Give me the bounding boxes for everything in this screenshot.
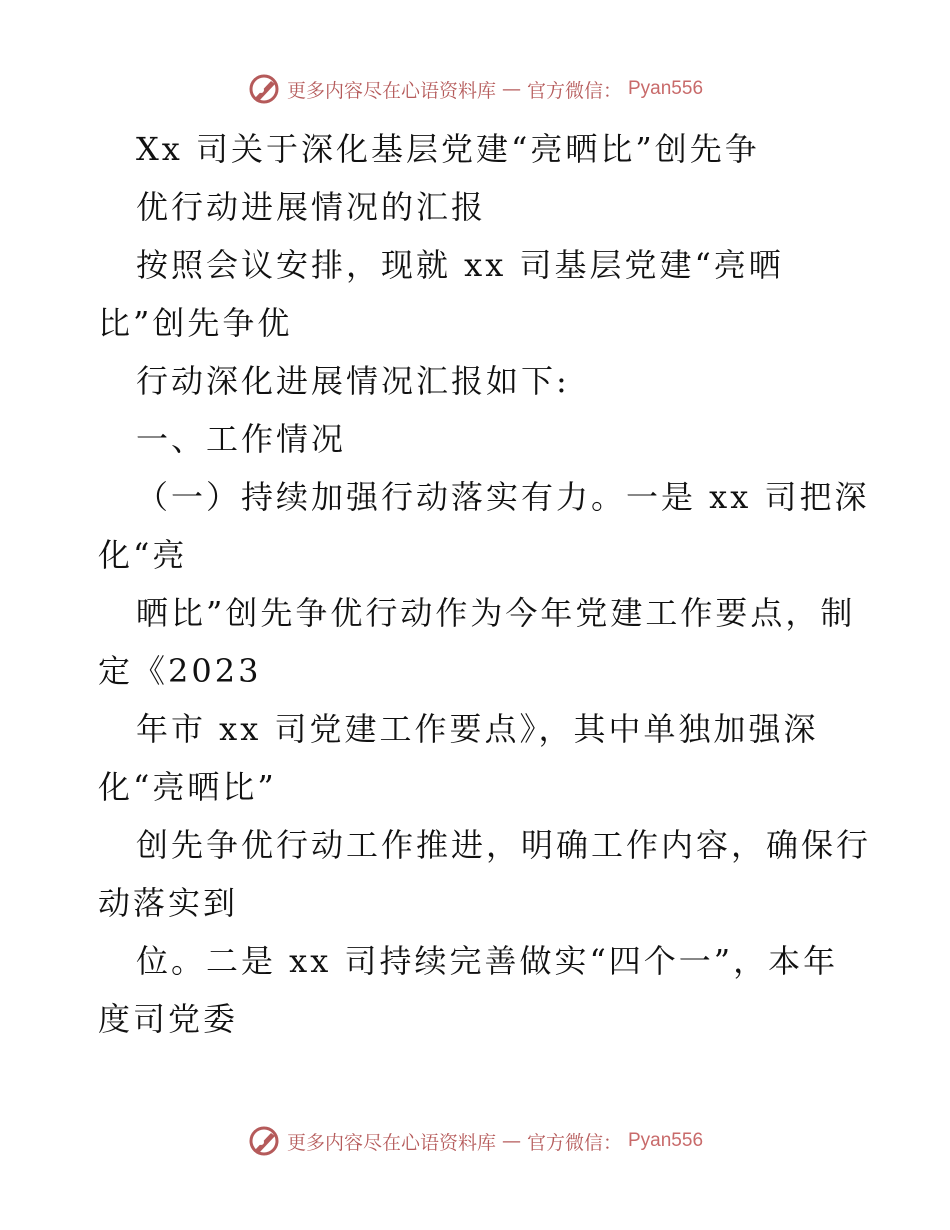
document-line: 年市 xx 司党建工作要点》，其中单独加强深 xyxy=(136,710,819,748)
document-line: 化“亮 xyxy=(98,536,188,574)
document-line: Xx 司关于深化基层党建“亮晒比”创先争 xyxy=(136,130,760,168)
watermark-text: 更多内容尽在心语资料库 xyxy=(286,1131,496,1154)
document-line: 动落实到 xyxy=(98,884,239,922)
document-line: 晒比”创先争优行动作为今年党建工作要点，制 xyxy=(136,594,856,632)
header-watermark xyxy=(0,72,950,106)
watermark-wechat-id: Pyan556 xyxy=(628,1130,704,1151)
document-line: 定《2023 xyxy=(98,652,262,690)
pen-logo-icon xyxy=(247,72,281,106)
document-line: 创先争优行动工作推进，明确工作内容，确保行 xyxy=(136,826,872,864)
watermark-wechat-label: 官方微信： xyxy=(526,1131,622,1154)
document-line: （一）持续加强行动落实有力。一是 xx 司把深 xyxy=(136,478,870,516)
watermark-separator: — xyxy=(501,78,521,100)
document-line: 行动深化进展情况汇报如下: xyxy=(136,362,570,400)
document-line: 优行动进展情况的汇报 xyxy=(136,188,487,226)
document-line: 位。二是 xx 司持续完善做实“四个一”，本年 xyxy=(136,942,839,980)
document-line: 按照会议安排，现就 xx 司基层党建“亮晒 xyxy=(136,246,784,284)
document-line: 化“亮晒比” xyxy=(98,768,277,806)
document-line: 度司党委 xyxy=(98,1000,239,1038)
document-line: 一、工作情况 xyxy=(136,420,347,458)
pen-logo-icon xyxy=(247,1124,281,1158)
document-body xyxy=(98,125,872,1053)
footer-watermark xyxy=(0,1124,950,1158)
watermark-wechat-id: Pyan556 xyxy=(628,78,704,99)
watermark-separator: — xyxy=(501,1130,521,1152)
watermark-text: 更多内容尽在心语资料库 xyxy=(286,79,496,102)
document-line: 比”创先争优 xyxy=(98,304,293,342)
watermark-wechat-label: 官方微信： xyxy=(526,79,622,102)
